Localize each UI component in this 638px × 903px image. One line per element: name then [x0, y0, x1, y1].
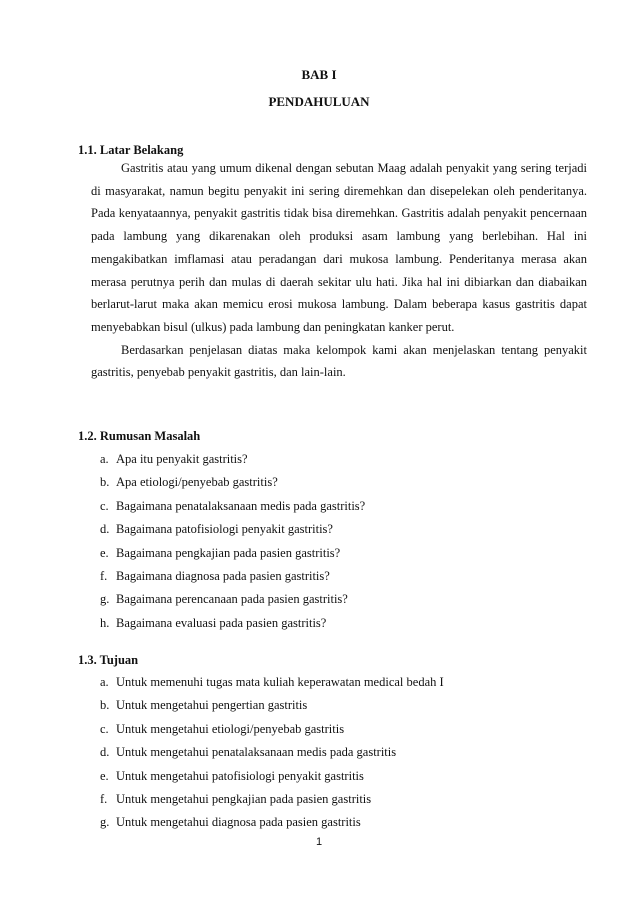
list-marker: a. — [100, 452, 109, 466]
section-heading-rumusan-masalah: 1.2. Rumusan Masalah — [78, 429, 201, 443]
paragraph: Gastritis atau yang umum dikenal dengan sebutan Maag adalah penyakit yang sering terjadi di masyarakat, namun begitu penyakit ini sering diremehkan dan disepelekan oleh penderitanya. Pada kenyataannya, penyakit gastritis tidak bisa diremehkan. Gastritis adalah penyakit pencernaan pada lambung yang dikarenakan oleh produksi asam lambung yang berlebihan. Hal ini mengakibatkan imflamasi atau peradangan dari mukosa lambung. Penderitanya merasa akan merasa perutnya perih dan mulas di daerah sekitar ulu hati. Jika hal ini dibiarkan dan diabaikan berlarut-larut maka akan memicu erosi mukosa lambung. Dalam beberapa kasus gastritis dapat menyebabkan bisul (ulkus) pada lambung dan peningkatan kanker perut. — [91, 161, 587, 334]
list-item-text: Untuk mengetahui etiologi/penyebab gastritis — [116, 721, 345, 736]
list-item — [100, 495, 365, 518]
list-item — [100, 471, 365, 494]
list-item — [100, 694, 444, 717]
list-marker: c. — [100, 498, 109, 513]
list-marker: d. — [100, 522, 110, 537]
list-item-text: Untuk memenuhi tugas mata kuliah keperawatan medical bedah I — [116, 675, 444, 689]
list-item — [100, 741, 444, 764]
list-item-text: Untuk mengetahui pengkajian pada pasien gastritis — [116, 791, 372, 806]
list-item — [100, 448, 365, 471]
list-item — [100, 765, 444, 788]
list-marker: e. — [100, 768, 109, 783]
list-item-text: Apa etiologi/penyebab gastritis? — [116, 475, 278, 490]
list-marker: f. — [100, 791, 108, 806]
latar-belakang-body — [91, 157, 587, 384]
list-item — [100, 811, 444, 834]
list-marker: c. — [100, 721, 109, 736]
section-heading-tujuan: 1.3. Tujuan — [78, 653, 139, 667]
list-item — [100, 518, 365, 541]
list-item-text: Untuk mengetahui penatalaksanaan medis pada gastritis — [116, 745, 397, 760]
chapter-title: PENDAHULUAN — [268, 94, 370, 109]
list-marker: a. — [100, 675, 109, 689]
list-item-text: Bagaimana diagnosa pada pasien gastritis? — [116, 568, 330, 583]
tujuan-list — [100, 671, 444, 835]
list-item — [100, 588, 365, 611]
list-item — [100, 542, 365, 565]
list-item — [100, 612, 365, 635]
section-heading-latar-belakang: 1.1. Latar Belakang — [78, 143, 184, 157]
list-item-text: Bagaimana perencanaan pada pasien gastritis? — [116, 592, 348, 607]
list-marker: b. — [100, 698, 110, 713]
chapter-label: BAB I — [301, 67, 337, 82]
list-item — [100, 565, 365, 588]
list-marker: g. — [100, 815, 110, 830]
list-item-text: Apa itu penyakit gastritis? — [116, 452, 248, 466]
list-marker: g. — [100, 592, 110, 607]
page-number: 1 — [315, 836, 323, 848]
list-marker: h. — [100, 615, 110, 630]
list-item — [100, 671, 444, 694]
list-marker: e. — [100, 545, 109, 560]
list-item-text: Untuk mengetahui diagnosa pada pasien gastritis — [116, 815, 361, 830]
list-item — [100, 718, 444, 741]
list-item-text: Bagaimana patofisiologi penyakit gastritis? — [116, 522, 333, 537]
list-marker: d. — [100, 745, 110, 760]
rumusan-masalah-list — [100, 448, 365, 635]
paragraph: Berdasarkan penjelasan diatas maka kelompok kami akan menjelaskan tentang penyakit gastritis, penyebab penyakit gastritis, dan lain-lain. — [91, 342, 587, 380]
list-item-text: Bagaimana evaluasi pada pasien gastritis? — [116, 615, 327, 630]
list-marker: f. — [100, 568, 108, 583]
list-item-text: Untuk mengetahui pengertian gastritis — [116, 698, 308, 713]
list-marker: b. — [100, 475, 110, 490]
list-item-text: Bagaimana pengkajian pada pasien gastritis? — [116, 545, 341, 560]
list-item-text: Bagaimana penatalaksanaan medis pada gastritis? — [116, 498, 366, 513]
list-item — [100, 788, 444, 811]
list-item-text: Untuk mengetahui patofisiologi penyakit gastritis — [116, 768, 364, 783]
